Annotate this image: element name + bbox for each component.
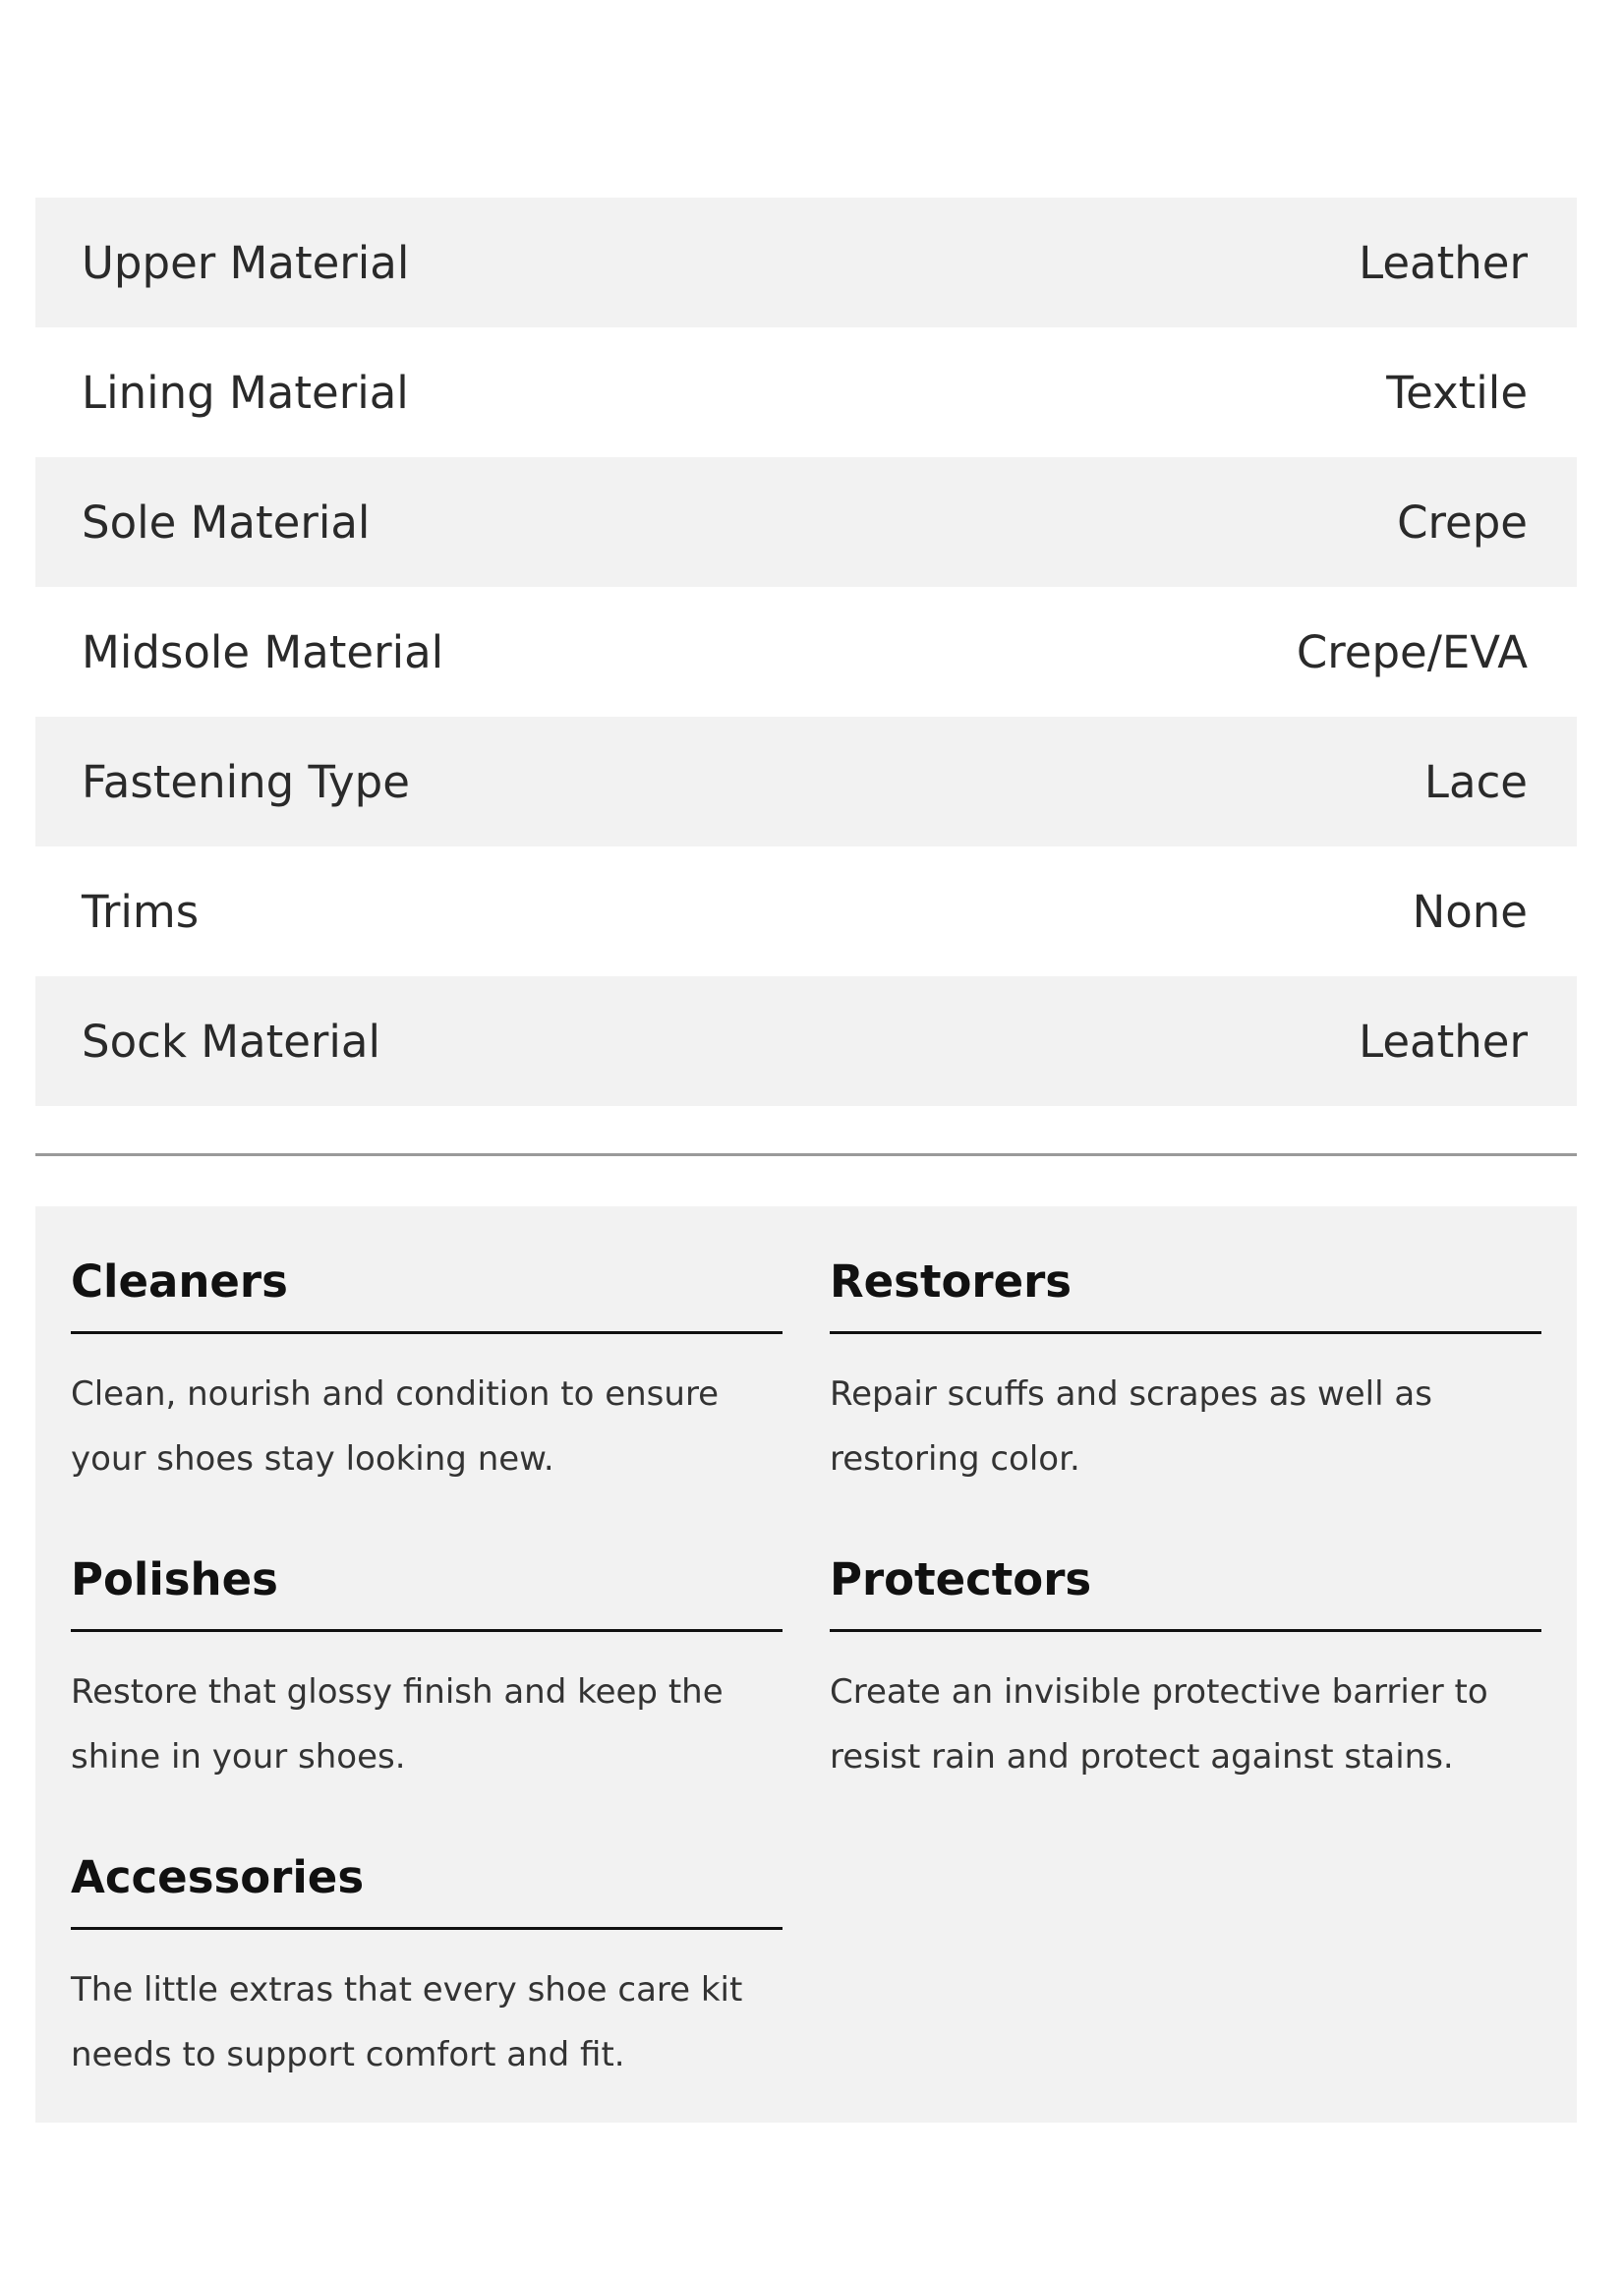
care-category-description: The little extras that every shoe care kit needs to support comfort and fit. <box>71 1970 743 2074</box>
care-category-accessories[interactable] <box>71 1851 783 2149</box>
care-category-description: Create an invisible protective barrier to resist rain and protect against stains. <box>830 1672 1488 1777</box>
spec-label: Sock Material <box>82 1015 381 1068</box>
spec-value: Textile <box>1386 366 1528 419</box>
spec-row-sock-material <box>35 976 1577 1106</box>
spec-label: Lining Material <box>82 366 409 419</box>
care-category-description: Repair scuffs and scrapes as well as restoring color. <box>830 1374 1432 1479</box>
spec-row-midsole-material <box>35 587 1577 717</box>
spec-row-trims <box>35 846 1577 976</box>
shoe-care-panel <box>35 1206 1577 2123</box>
care-category-title[interactable]: Restorers <box>830 1255 1541 1334</box>
care-category-title[interactable]: Polishes <box>71 1553 783 1632</box>
spec-value: None <box>1412 885 1528 938</box>
spec-value: Leather <box>1359 236 1528 289</box>
spec-label: Sole Material <box>82 496 371 549</box>
spec-value: Lace <box>1423 755 1528 808</box>
care-category-title[interactable]: Cleaners <box>71 1255 783 1334</box>
spec-row-fastening-type <box>35 717 1577 846</box>
spec-label: Trims <box>82 885 200 938</box>
care-category-cleaners[interactable] <box>71 1255 783 1553</box>
section-divider <box>35 1153 1577 1156</box>
spec-label: Fastening Type <box>82 755 410 808</box>
spec-label: Upper Material <box>82 236 410 289</box>
spec-row-sole-material <box>35 457 1577 587</box>
spec-row-lining-material <box>35 327 1577 457</box>
care-category-title[interactable]: Protectors <box>830 1553 1541 1632</box>
spec-row-upper-material <box>35 198 1577 327</box>
spec-value: Crepe <box>1397 496 1528 549</box>
care-category-protectors[interactable] <box>830 1553 1541 1851</box>
specifications-table <box>35 198 1577 1106</box>
spec-label: Midsole Material <box>82 625 444 678</box>
spec-value: Leather <box>1359 1015 1528 1068</box>
care-category-description: Restore that glossy finish and keep the shine in your shoes. <box>71 1672 724 1777</box>
care-category-title[interactable]: Accessories <box>71 1851 783 1930</box>
spec-value: Crepe/EVA <box>1296 625 1528 678</box>
care-category-restorers[interactable] <box>830 1255 1541 1553</box>
care-category-polishes[interactable] <box>71 1553 783 1851</box>
care-category-description: Clean, nourish and condition to ensure your shoes stay looking new. <box>71 1374 720 1479</box>
